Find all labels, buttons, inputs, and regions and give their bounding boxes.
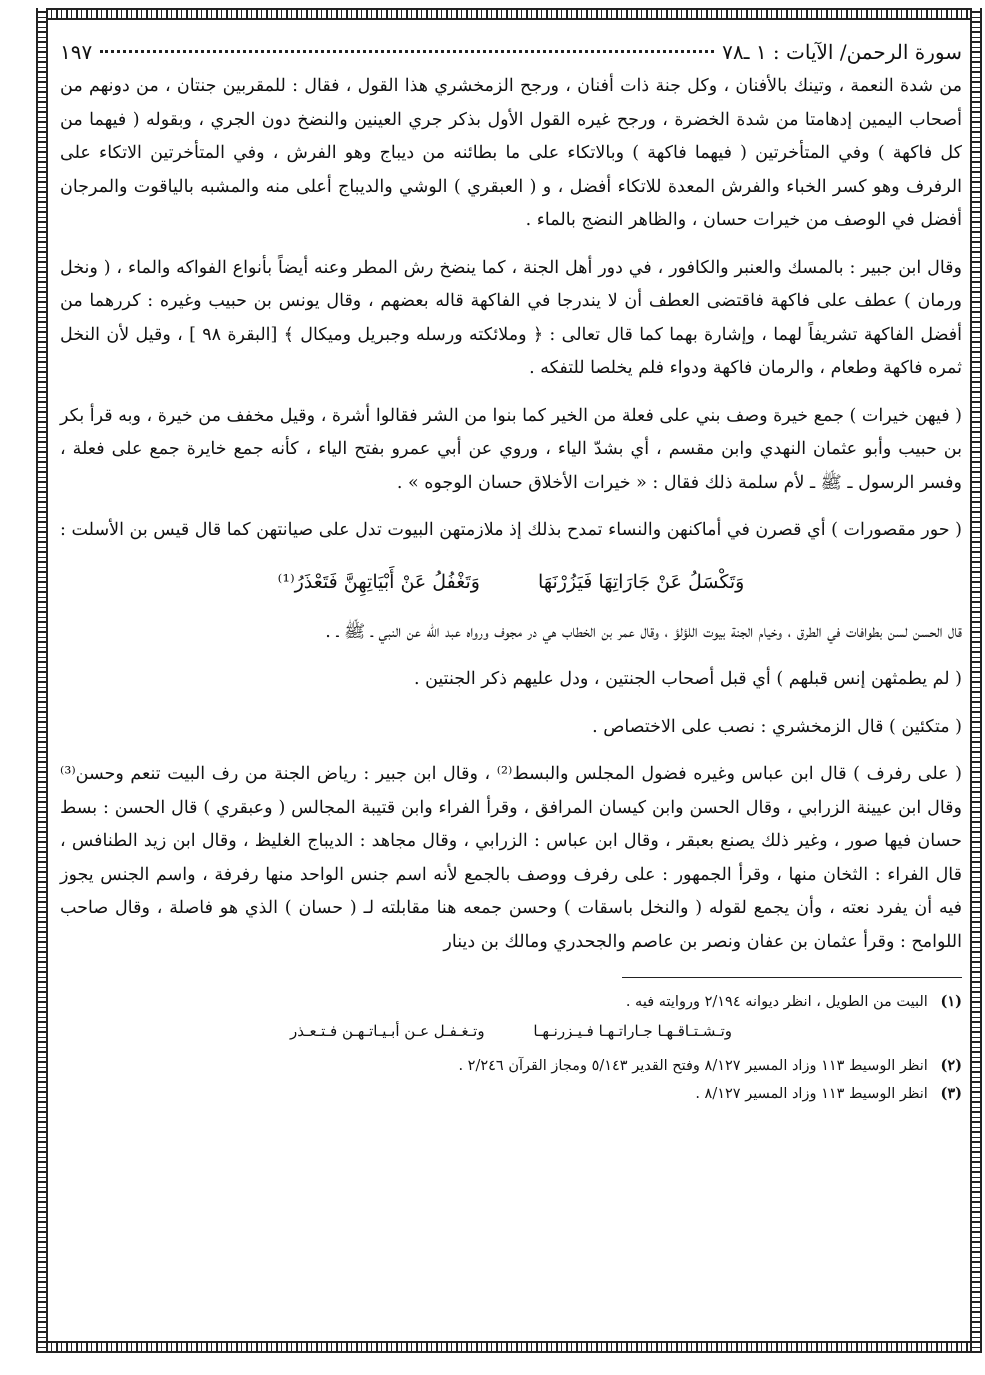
footnote-verse-first: وتـشـتـاقـهـا جـاراتـهـا فـيـزرنـهـا	[533, 1022, 733, 1040]
page-content	[60, 40, 962, 1108]
footnote-1	[60, 988, 962, 1016]
footnote-3	[60, 1080, 962, 1108]
footnote-verse	[60, 1016, 962, 1046]
verse-first-hemistich: وَتَكْسَلُ عَنْ جَارَاتِهَا فَيَزُرْنَهَا	[537, 570, 745, 593]
footnote-text: انظر الوسيط ١١٣ وزاد المسير ٨/١٢٧ .	[695, 1086, 928, 1102]
footnote-text: انظر الوسيط ١١٣ وزاد المسير ٨/١٢٧ وفتح القدير ٥/١٤٣ ومجاز القرآن ٢/٢٤٦ .	[458, 1058, 928, 1074]
footnote-number: (١)	[940, 993, 962, 1010]
ornamental-border-right	[970, 8, 982, 1353]
paragraph-4: ( حور مقصورات ) أي قصرن في أماكنهن والنساء تمدح بذلك إذ ملازمتهن البيوت تدل على صيانتهن كما قال قيس بن الأسلت :	[60, 520, 962, 540]
ornamental-border-left	[36, 8, 48, 1353]
running-header	[60, 40, 962, 64]
ornamental-border-top	[36, 8, 982, 20]
footnote-2	[60, 1052, 962, 1080]
ornamental-border-bottom	[36, 1341, 982, 1353]
footnote-verse-second: وتـغـفـل عـن أبـيـاتـهـن فـتـعـذر	[289, 1022, 485, 1040]
paragraph-2: وقال ابن جبير : بالمسك والعنبر والكافور ، في دور أهل الجنة ، كما ينضخ رش المطر وعنه أيضاً بأنواع الفواكه والماء ، ( ونخل ورمان ) عطف على فاكهة فاقتضى العطف أن لا يندرجا في الفاكهة قاله بعضهم ، وقال يونس بن حبيب وغيره : كررهما من أفضل الفاكهة تشريفاً لهما ، وإشارة بهما كما قال تعالى : ﴿ وملائكته ورسله وجبريل وميكال ﴾ [البقرة ٩٨ ] ، وقيل لأن النخل ثمره فاكهة وطعام ، والرمان فاكهة ودواء فلم يخلصا للتفكه .	[60, 257, 962, 378]
paragraph-6: ( لم يطمثهن إنس قبلهم ) أي قبل أصحاب الجنتين ، ودل عليهم ذكر الجنتين .	[413, 669, 962, 689]
paragraph-5: قال الحسن لسن بطوافات في الطرق ، وخيام الجنة بيوت اللؤلؤ ، وقال عمر بن الخطاب هي در مجوف ورواه عبد الله عن النبي ـ ﷺ ـ .	[325, 621, 962, 642]
footnote-text: البيت من الطويل ، انظر ديوانه ٢/١٩٤ وروايته فيه .	[625, 994, 928, 1010]
paragraph-7: ( متكئين ) قال الزمخشري : نصب على الاختصاص .	[592, 716, 962, 737]
footnote-separator	[622, 977, 962, 978]
header-dot-leader	[100, 50, 714, 53]
paragraph-3: ( فيهن خيرات ) جمع خيرة وصف بني على فعلة من الخير كما بنوا من الشر فقالوا أشرة ، وقيل مخفف من خيرة ، وبه قرأ بكر بن حبيب وأبو عثمان النهدي وابن مقسم ، أي بشدّ الياء ، وروي عن أبي عمرو بفتح الياء ، كأنه جمع خايرة جمع على فعلة ، وفسر الرسول ـ ﷺ ـ لأم سلمة ذلك فقال : « خيرات الأخلاق حسان الوجوه » .	[60, 405, 962, 493]
paragraph-1: من شدة النعمة ، وتينك بالأفنان ، وكل جنة ذات أفنان ، ورجح الزمخشري هذا القول ، فقال : للمقربين جنتان ، من دونهم من أصحاب اليمين إدهامتا من شدة الخضرة ، ورجح غيره القول الأول بذكر جري العينين والنضخ دون الجري ، وبقوله ( فيهما من كل فاكهة ) وفي المتأخرتين ( فيهما فاكهة ) وبالاتكاء على ما بطائنه من ديباج وهو الفرش ، وفي المتأخرتين الاتكاء على الرفرف وهو كسر الخباء والفرش المعدة للاتكاء أفضل ، و ( العبقري ) الوشي والديباج أعلى منه والمشبه بالياقوت والمرجان أفضل في الوصف من خيرات حسان ، والظاهر النضج بالماء .	[60, 76, 962, 230]
footnote-number: (٣)	[940, 1085, 962, 1102]
page-number: ١٩٧	[60, 40, 93, 64]
verse-second-hemistich: وَتَغْفُلُ عَنْ أَبْيَاتِهِنَّ فَتَعْذَرُ⁽¹⁾	[277, 570, 480, 593]
footnote-number: (٢)	[940, 1057, 962, 1074]
poetry-verse	[60, 562, 962, 602]
running-title: سورة الرحمن/ الآيات : ١ ـ٧٨	[722, 40, 962, 64]
paragraph-8: ( على رفرف ) قال ابن عباس وغيره فضول المجلس والبسط⁽²⁾ ، وقال ابن جبير : رياض الجنة من رف البيت تنعم وحسن⁽³⁾وقال ابن عيينة الزرابي ، وقال الحسن وابن كيسان المرافق ، وقرأ الفراء وابن قتيبة المجالس ( وعبقري ) قال الحسن : بسط حسان فيها صور ، وغير ذلك يصنع بعبقر ، وقال ابن عباس : الزرابي ، وقال مجاهد : الديباج الغليظ ، وقال ابن زيد الطنافس ، قال الفراء : الثخان منها ، وقرأ الجمهور : على رفرف ووصف بالجمع لأنه اسم جنس الواحد منها رفرفة ، واسم الجنس يجوز فيه أن يفرد نعته ، وأن يجمع لقوله ( والنخل باسقات ) وحسن جمعه هنا مقابلته لـ ( حسان ) الذي هو فاصلة ، وقال صاحب اللوامح : وقرأ عثمان بن عفان ونصر بن عاصم والجحدري ومالك بن دينار	[60, 764, 962, 952]
